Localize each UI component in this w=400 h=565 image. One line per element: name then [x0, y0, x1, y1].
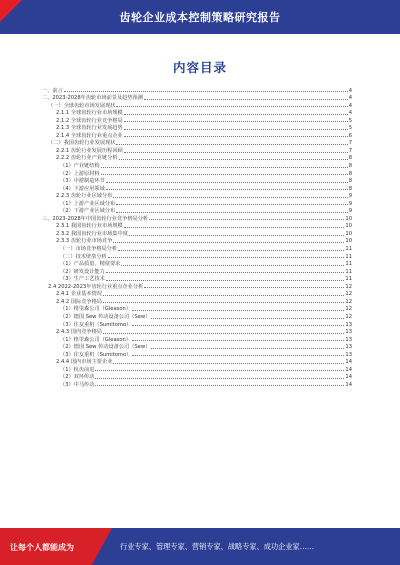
- toc-leader-dots: [132, 355, 344, 356]
- toc-entry-page: 4: [348, 110, 352, 117]
- toc-entry-page: 14: [345, 359, 352, 366]
- toc-entry-page: 13: [345, 344, 352, 351]
- toc-entry-page: 12: [345, 298, 352, 305]
- toc-entry-title: （4）下游应用领域: [60, 185, 105, 192]
- toc-entry-page: 4: [348, 102, 352, 109]
- toc-entry-title: （1）格里森公司（Gleason）: [60, 336, 131, 343]
- toc-entry[interactable]: [42, 320, 352, 328]
- toc-leader-dots: [106, 280, 345, 281]
- toc-leader-dots: [144, 287, 344, 288]
- toc-leader-dots: [101, 167, 348, 168]
- toc-entry-title: 二、2023-2028年齿轮市场前景及趋势预测: [42, 95, 143, 102]
- toc-leader-dots: [119, 159, 348, 160]
- toc-entry-page: 7: [348, 147, 352, 154]
- toc-entry-page: 10: [345, 230, 352, 237]
- toc-entry-page: 11: [345, 276, 352, 283]
- toc-leader-dots: [132, 340, 344, 341]
- toc-leader-dots: [103, 302, 344, 303]
- toc-entry-page: 8: [348, 170, 352, 177]
- toc-entry-title: （3）住友重机（Sumitomo）: [60, 321, 132, 328]
- toc-leader-dots: [132, 310, 344, 311]
- toc-entry[interactable]: [42, 184, 352, 192]
- header-bar: [0, 0, 400, 34]
- toc-entry[interactable]: [42, 312, 352, 320]
- toc-entry-title: 2.1.4 全球齿轮行业重点企业: [56, 132, 123, 139]
- toc-leader-dots: [124, 114, 348, 115]
- toc-entry-page: 12: [345, 313, 352, 320]
- toc-entry[interactable]: [42, 169, 352, 177]
- toc-entry-page: 14: [345, 374, 352, 381]
- toc-entry-page: 5: [348, 117, 352, 124]
- toc-entry-title: （2）双环传动: [60, 374, 95, 381]
- toc-leader-dots: [124, 136, 348, 137]
- toc-leader-dots: [116, 212, 348, 213]
- toc-entry[interactable]: [42, 199, 352, 207]
- toc-entry-page: 11: [345, 253, 352, 260]
- toc-leader-dots: [124, 129, 348, 130]
- toc-entry-title: （二）技术壁垒分析: [60, 253, 107, 260]
- toc-leader-dots: [95, 378, 344, 379]
- toc-entry-title: （二）我国齿轮行业发展现状: [48, 140, 116, 147]
- toc-entry-page: 5: [348, 125, 352, 132]
- toc-leader-dots: [116, 106, 347, 107]
- toc-leader-dots: [118, 250, 344, 251]
- toc-entry-page: 11: [345, 261, 352, 268]
- toc-entry[interactable]: [42, 207, 352, 215]
- toc-leader-dots: [121, 265, 344, 266]
- toc-entry[interactable]: [42, 343, 352, 351]
- toc-entry-title: 2.4.4 国内市场主要企业: [56, 359, 113, 366]
- toc-entry-title: 2.2.1 齿轮行业发展历程回顾: [56, 147, 123, 154]
- toc-leader-dots: [116, 144, 347, 145]
- toc-entry-title: 2.1.1 全球齿轮行业市场规模: [56, 110, 123, 117]
- toc-entry-page: 13: [345, 336, 352, 343]
- toc-entry-title: 2.4.3 国内竞争格局: [56, 329, 102, 336]
- toc-entry-title: （一）市场竞争格局分析: [60, 246, 118, 253]
- toc-heading: 内容目录: [172, 60, 227, 75]
- toc-leader-dots: [106, 182, 348, 183]
- toc-entry-title: （3）中马传动: [60, 381, 95, 388]
- toc-leader-dots: [113, 197, 347, 198]
- toc-leader-dots: [124, 152, 348, 153]
- toc-entry-page: 10: [345, 215, 352, 222]
- toc-entry-page: 11: [345, 268, 352, 275]
- toc-entry[interactable]: [42, 244, 352, 252]
- toc-entry[interactable]: [42, 222, 352, 230]
- toc-entry-page: 12: [345, 291, 352, 298]
- toc-entry[interactable]: [42, 282, 352, 290]
- toc-entry-page: 8: [348, 178, 352, 185]
- toc-entry[interactable]: [42, 335, 352, 343]
- toc-entry-page: 11: [345, 246, 352, 253]
- toc-entry[interactable]: [42, 131, 352, 139]
- toc-leader-dots: [151, 348, 344, 349]
- toc-entry-page: 12: [345, 306, 352, 313]
- toc-entry-title: 三、2023-2028年中国齿轮行业竞争格局分析: [42, 215, 149, 222]
- toc-entry[interactable]: [42, 139, 352, 147]
- toc-entry-title: （2）研发设计能力: [60, 268, 105, 275]
- toc-entry-page: 10: [345, 238, 352, 245]
- toc-entry[interactable]: [42, 328, 352, 336]
- toc-entry[interactable]: [42, 109, 352, 117]
- footer-slogan: 让每个人都能成为: [10, 543, 74, 552]
- toc-entry[interactable]: [42, 252, 352, 260]
- toc-entry-page: 8: [348, 185, 352, 192]
- toc-entry-page: 13: [345, 329, 352, 336]
- toc-entry[interactable]: [42, 94, 352, 102]
- toc-leader-dots: [113, 242, 344, 243]
- toc-leader-dots: [103, 333, 344, 334]
- toc-entry-page: 10: [345, 223, 352, 230]
- toc-entry-title: 2.1.2 全球齿轮行业竞争格局: [56, 117, 123, 124]
- toc-entry-page: 14: [345, 366, 352, 373]
- toc-entry[interactable]: [42, 350, 352, 358]
- toc-entry-title: 2.4.1 企业基本情况: [56, 291, 102, 298]
- toc-entry[interactable]: [42, 260, 352, 268]
- toc-entry[interactable]: [42, 373, 352, 381]
- toc-entry-title: （1）产业链结构: [60, 163, 100, 170]
- toc-entry[interactable]: [42, 146, 352, 154]
- toc-entry-title: （1）格里森公司（Gleason）: [60, 306, 131, 313]
- toc-entry-page: 12: [345, 283, 352, 290]
- toc-leader-dots: [95, 385, 344, 386]
- toc-leader-dots: [116, 204, 348, 205]
- toc-entry-page: 6: [348, 132, 352, 139]
- toc-entry-title: 2.4 2022-2023年齿轮行业重点企业分析: [48, 283, 144, 290]
- toc-entry-title: （1）上游产业区域分布: [60, 200, 116, 207]
- toc-entry-title: （一）全球齿轮市场发展现状: [48, 102, 116, 109]
- report-title: 齿轮企业成本控制策略研究报告: [119, 11, 281, 24]
- toc-entry-title: 2.2.2 齿轮行业产业链分析: [56, 155, 118, 162]
- toc-leader-dots: [106, 272, 345, 273]
- toc-entry-page: 7: [348, 140, 352, 147]
- toc-entry[interactable]: [42, 177, 352, 185]
- toc-entry[interactable]: [42, 365, 352, 373]
- toc-leader-dots: [101, 174, 348, 175]
- toc-entry[interactable]: [42, 275, 352, 283]
- toc-entry[interactable]: [42, 267, 352, 275]
- toc-entry-title: （1）杭齿前进: [60, 366, 95, 373]
- toc-leader-dots: [151, 318, 344, 319]
- toc-entry[interactable]: [42, 116, 352, 124]
- toc-entry-title: （3）生产工艺技术: [60, 276, 105, 283]
- toc-leader-dots: [124, 121, 348, 122]
- toc-entry-title: （2）下游产业区域分布: [60, 208, 116, 215]
- toc-entry[interactable]: [42, 154, 352, 162]
- toc-entry[interactable]: [42, 305, 352, 313]
- toc-leader-dots: [113, 363, 344, 364]
- toc-entry[interactable]: [42, 358, 352, 366]
- toc-entry[interactable]: [42, 124, 352, 132]
- toc-entry[interactable]: [42, 290, 352, 298]
- toc-entry-title: 2.3.1 我国齿轮行业市场规模: [56, 223, 123, 230]
- toc-leader-dots: [64, 91, 348, 92]
- toc-entry-title: （3）住友重机（Sumitomo）: [60, 351, 132, 358]
- toc-entry-page: 13: [345, 321, 352, 328]
- toc-leader-dots: [144, 99, 348, 100]
- toc-entry-page: 9: [348, 193, 352, 200]
- toc-entry-page: 4: [348, 95, 352, 102]
- toc-entry-title: 2.1.3 全球齿轮行业发展趋势: [56, 125, 123, 132]
- toc-entry-page: 4: [348, 87, 352, 94]
- toc-entry-title: （3）中游制造环节: [60, 178, 105, 185]
- toc-leader-dots: [106, 189, 348, 190]
- toc-leader-dots: [108, 257, 345, 258]
- toc-entry-title: （2）上游原材料: [60, 170, 100, 177]
- toc-entry-page: 14: [345, 381, 352, 388]
- toc-leader-dots: [95, 370, 344, 371]
- table-of-contents: [42, 86, 352, 388]
- toc-entry-title: 2.4.2 国际竞争格局: [56, 298, 102, 305]
- toc-entry-title: 2.3.3 齿轮行业市场竞争: [56, 238, 113, 245]
- toc-entry-title: （2）德国 Sew 传动设备公司（Sew）: [60, 313, 151, 320]
- toc-leader-dots: [103, 295, 344, 296]
- toc-entry-title: 2.3.2 我国齿轮行业市场集中度: [56, 230, 128, 237]
- toc-entry-title: 2.2.3 齿轮行业区域分布: [56, 193, 113, 200]
- toc-entry[interactable]: [42, 297, 352, 305]
- toc-entry-page: 8: [348, 155, 352, 162]
- footer-expert-list: 行业专家、管理专家、营销专家、战略专家、成功企业家……: [120, 542, 315, 551]
- toc-entry-title: 一、前言: [42, 87, 63, 94]
- toc-entry[interactable]: [42, 101, 352, 109]
- toc-leader-dots: [129, 235, 344, 236]
- toc-entry[interactable]: [42, 237, 352, 245]
- toc-leader-dots: [132, 325, 344, 326]
- toc-entry[interactable]: [42, 229, 352, 237]
- toc-leader-dots: [124, 227, 345, 228]
- toc-leader-dots: [149, 219, 344, 220]
- toc-entry-page: 13: [345, 351, 352, 358]
- footer-bar: [0, 528, 400, 565]
- toc-entry-title: （1）产品质量、精度要求: [60, 261, 121, 268]
- toc-entry[interactable]: [42, 380, 352, 388]
- toc-entry-title: （2）德国 Sew 传动设备公司（Sew）: [60, 344, 151, 351]
- toc-entry-page: 9: [348, 200, 352, 207]
- toc-entry[interactable]: [42, 86, 352, 94]
- toc-entry[interactable]: [42, 161, 352, 169]
- toc-entry-page: 9: [348, 208, 352, 215]
- toc-entry[interactable]: [42, 214, 352, 222]
- toc-entry[interactable]: [42, 192, 352, 200]
- toc-entry-page: 8: [348, 163, 352, 170]
